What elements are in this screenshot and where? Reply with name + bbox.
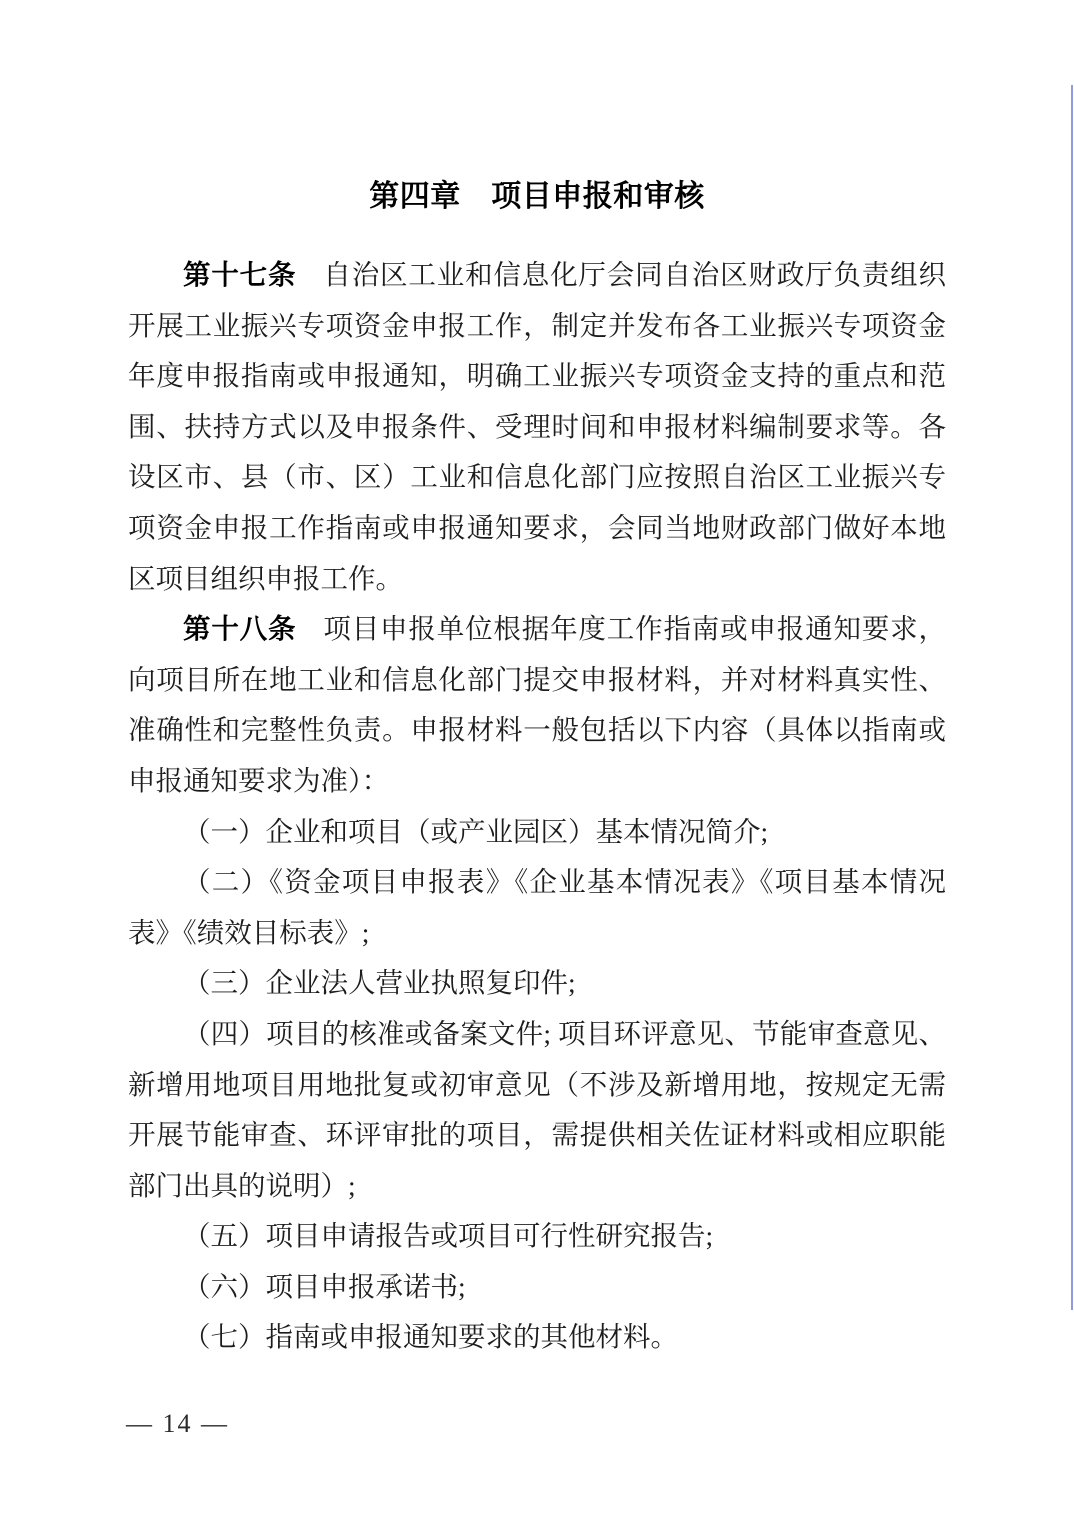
paragraph xyxy=(128,958,946,1009)
paragraph-text: （六）项目申报承诺书; xyxy=(183,1270,466,1302)
paragraph xyxy=(128,1211,946,1262)
paragraph-text: （一）企业和项目（或产业园区）基本情况简介; xyxy=(183,815,769,847)
paragraph xyxy=(128,604,946,806)
paragraph xyxy=(128,1312,946,1363)
paragraph-text: （三）企业法人营业执照复印件; xyxy=(183,967,576,999)
paragraph-text: （五）项目申请报告或项目可行性研究报告; xyxy=(183,1220,714,1252)
paragraph xyxy=(128,1009,946,1211)
right-edge-accent-line xyxy=(1071,85,1073,1310)
document-body xyxy=(128,250,946,1363)
paragraph xyxy=(128,807,946,858)
paragraph-text: 自治区工业和信息化厅会同自治区财政厅负责组织开展工业振兴专项资金申报工作，制定并发布各工业振兴专项资金年度申报指南或申报通知，明确工业振兴专项资金支持的重点和范围、扶持方式以及申报条件、受理时间和申报材料编制要求等。各设区市、县（市、区）工业和信息化部门应按照自治区工业振兴专项资金申报工作指南或申报通知要求，会同当地财政部门做好本地区项目组织申报工作。 xyxy=(128,259,947,594)
paragraph xyxy=(128,1262,946,1313)
article-number: 第十七条 xyxy=(183,259,297,290)
paragraph-text: （七）指南或申报通知要求的其他材料。 xyxy=(183,1321,678,1353)
paragraph xyxy=(128,250,946,604)
page-number: — 14 — xyxy=(126,1409,229,1438)
paragraph-text: （二）《资金项目申报表》《企业基本情况表》《项目基本情况表》《绩效目标表》; xyxy=(128,866,946,948)
paragraph-text: 项目申报单位根据年度工作指南或申报通知要求，向项目所在地工业和信息化部门提交申报材料，并对材料真实性、准确性和完整性负责。申报材料一般包括以下内容（具体以指南或申报通知要求为准）： xyxy=(128,613,947,796)
paragraph-text: （四）项目的核准或备案文件; 项目环评意见、节能审查意见、新增用地项目用地批复或初审意见（不涉及新增用地，按规定无需开展节能审查、环评审批的项目，需提供相关佐证材料或相应职能部门出具的说明）; xyxy=(128,1017,946,1201)
chapter-heading: 第四章 项目申报和审核 xyxy=(369,180,705,213)
paragraph xyxy=(128,857,946,958)
article-number: 第十八条 xyxy=(183,613,297,645)
